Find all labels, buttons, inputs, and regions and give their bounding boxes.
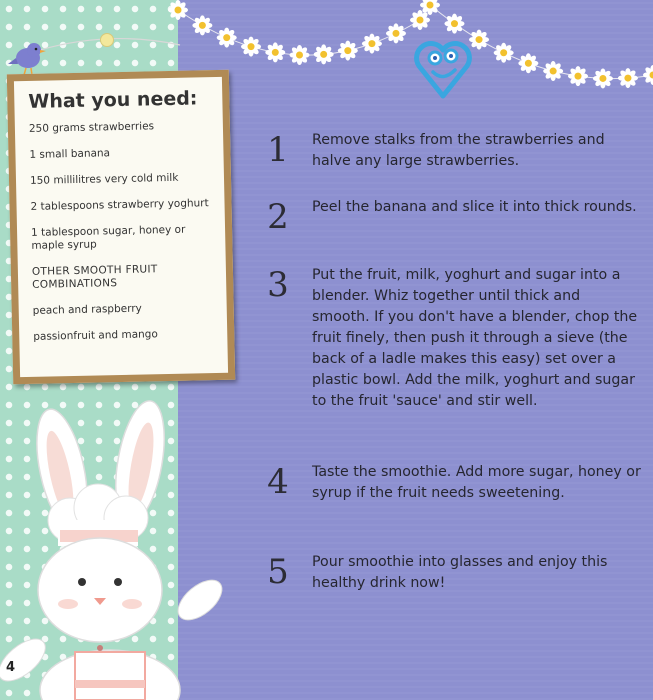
ingredient-item: 1 tablespoon sugar, honey or maple syrup — [30, 223, 186, 252]
ingredient-item: 150 millilitres very cold milk — [29, 171, 179, 187]
daisy-flower — [420, 0, 440, 15]
pin-dot — [100, 33, 114, 47]
step-number: 5 — [267, 552, 289, 592]
bird-icon — [6, 38, 46, 76]
bunny-illustration — [0, 390, 250, 700]
combination-item: peach and raspberry — [32, 302, 142, 317]
daisy-flower — [618, 68, 638, 88]
step-text: Taste the smoothie. Add more sugar, honey or syrup if the fruit needs sweetening. — [312, 464, 641, 501]
daisy-flower — [568, 66, 588, 86]
step-number: 2 — [267, 197, 289, 237]
step-text: Pour smoothie into glasses and enjoy this healthy drink now! — [312, 554, 608, 591]
daisy-flower — [362, 34, 382, 54]
step-number: 1 — [267, 130, 289, 170]
step-number: 3 — [267, 265, 289, 305]
step-number: 4 — [267, 462, 289, 502]
daisy-flower — [314, 44, 334, 64]
step-text: Put the fruit, milk, yoghurt and sugar into a blender. Whiz together until thick and smooth. If you don't have a blender, chop the fruit finely, then push it through a sieve (the back of a ladle makes this easy) set over a plastic bowl. Add the milk, yoghurt and sugar to the fruit 'sauce' and stir well. — [312, 267, 638, 409]
ingredients-title: What you need: — [28, 87, 198, 113]
ingredient-item: 2 tablespoons strawberry yoghurt — [30, 197, 209, 213]
daisy-flower — [290, 45, 310, 65]
daisy-flower — [192, 15, 212, 35]
daisy-flower — [593, 68, 613, 88]
daisy-flower — [543, 61, 563, 81]
daisy-flower — [338, 41, 358, 61]
page-number: 4 — [6, 660, 16, 675]
daisy-flower — [643, 65, 653, 85]
daisy-flower — [444, 14, 464, 34]
daisy-flower — [410, 10, 430, 30]
daisy-flower — [265, 42, 285, 62]
daisy-flower — [494, 43, 514, 63]
daisy-flower — [241, 37, 261, 57]
ingredient-item: 1 small banana — [29, 147, 111, 161]
daisy-flower — [518, 53, 538, 73]
ingredient-item: 250 grams strawberries — [28, 120, 155, 135]
smiley-heart-logo — [413, 36, 473, 100]
step-text: Peel the banana and slice it into thick rounds. — [312, 199, 637, 215]
daisy-flower — [217, 28, 237, 48]
step-text: Remove stalks from the strawberries and halve any large strawberries. — [312, 132, 605, 169]
ingredients-card — [7, 70, 235, 385]
daisy-flower — [168, 0, 188, 20]
daisy-flower — [386, 23, 406, 43]
combinations-heading: OTHER SMOOTH FRUIT COMBINATIONS — [31, 263, 158, 291]
combination-item: passionfruit and mango — [33, 328, 158, 343]
